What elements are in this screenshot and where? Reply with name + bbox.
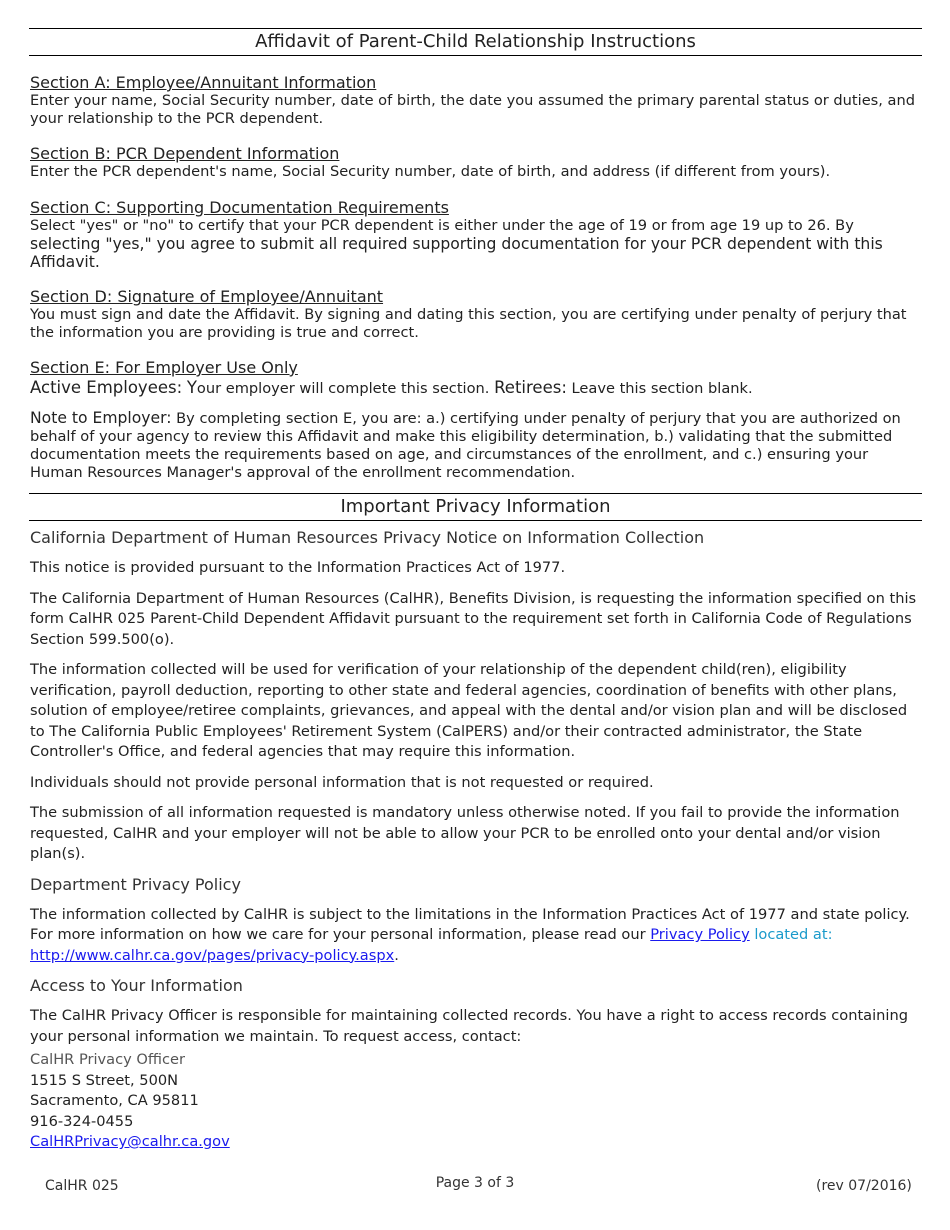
section-e-title: Section E: For Employer Use Only [30,358,298,377]
section-d [30,288,922,342]
privacy-section [30,527,922,1153]
privacy-paragraph-4: Individuals should not provide personal information that is not requested or required. [30,773,654,791]
section-c-title: Section C: Supporting Documentation Requirements [30,198,449,217]
privacy-paragraph-3: The information collected will be used for verification of your relationship of the dependent child(ren), eligibility verification, payroll deduction, reporting to other state and federal agencies, coordination of benefits with other plans, solution of employee/retiree complaints, grievances, and appeal with the dental and/or vision plan and will be disclosed to The California Public Employees' Retirement System (CalPERS) and/or their contracted administrator, the State Controller's Office, and federal agencies that may require this information. [30,661,908,760]
section-b-title: Section B: PCR Dependent Information [30,144,340,163]
active-employees-text: our employer will complete this section. [196,380,490,397]
access-heading: Access to Your Information [30,976,243,995]
form-id: CalHR 025 [45,1178,119,1194]
section-a-title: Section A: Employee/Annuitant Information [30,73,377,92]
section-e [30,359,922,482]
section-a-body: Enter your name, Social Security number, date of birth, the date you assumed the primary parental status or duties, and your relationship to the PCR dependent. [30,92,916,127]
access-paragraph: The CalHR Privacy Officer is responsible for maintaining collected records. You have a right to access records containing your personal information we maintain. To request access, contact: [30,1007,908,1045]
section-d-title: Section D: Signature of Employee/Annuitant [30,287,384,306]
privacy-header: Important Privacy Information [29,493,922,521]
section-c [30,199,922,271]
active-employees-label: Active Employees: [30,378,183,397]
policy-end: . [394,946,399,964]
note-text: By completing section E, you are: a.) certifying under penalty of perjury that you are authorized on behalf of your agency to review this Affidavit and make this eligibility determination, b.) validating that the submitted documentation meets the requirements based on age, and circumstances of the enrollment, and c.) ensuring your Human Resources Manager's approval of the enrollment recommendation. [30,410,901,481]
section-c-body-1: Select "yes" or "no" to certify that your PCR dependent is either under the age of 19 or from age 19 up to 26. By [30,217,854,234]
note-label: Note to Employer: [30,409,172,427]
retirees-text: Leave this section blank. [571,380,753,397]
policy-paragraph [30,905,922,967]
contact-address [30,1050,922,1153]
officer-name: CalHR Privacy Officer [30,1051,186,1068]
city-address: Sacramento, CA 95811 [30,1092,199,1109]
policy-heading: Department Privacy Policy [30,874,241,894]
note-to-employer [30,409,922,482]
instructions-header: Affidavit of Parent-Child Relationship Instructions [29,28,922,56]
street-address: 1515 S Street, 500N [30,1071,179,1089]
revision-date: (rev 07/2016) [816,1178,912,1194]
section-b-body: Enter the PCR dependent's name, Social Security number, date of birth, and address (if different from yours). [30,163,831,180]
document-page [29,28,922,1153]
privacy-policy-link[interactable]: Privacy Policy [650,926,750,943]
page-number: Page 3 of 3 [435,1175,515,1191]
section-b [30,145,922,181]
active-employees-y: Y [186,378,197,397]
retirees-label: Retirees: [494,378,567,397]
privacy-policy-url-link[interactable]: http://www.calhr.ca.gov/pages/privacy-policy.aspx [30,946,395,964]
policy-text: The information collected by CalHR is subject to the limitations in the Information Practices Act of 1977 and state policy. For more information on how we care for your personal information, please read our [30,905,910,943]
privacy-subtitle: California Department of Human Resources Privacy Notice on Information Collection [30,528,705,547]
section-a [30,74,922,128]
section-c-body-2: selecting "yes," you agree to submit all required supporting documentation for your PCR dependent with this Affidavit. [30,235,883,271]
privacy-paragraph-2: The California Department of Human Resources (CalHR), Benefits Division, is requesting the information specified on this form CalHR 025 Parent-Child Dependent Affidavit pursuant to the requirement set forth in California Code of Regulations Section 599.500(o). [30,589,917,648]
privacy-paragraph-1: This notice is provided pursuant to the Information Practices Act of 1977. [30,559,566,576]
privacy-paragraph-5: The submission of all information requested is mandatory unless otherwise noted. If you fail to provide the information requested, CalHR and your employer will not be able to allow your PCR to be enrolled onto your dental and/or vision plan(s). [30,804,900,862]
privacy-email-link[interactable]: CalHRPrivacy@calhr.ca.gov [30,1133,230,1150]
section-e-roles [30,377,922,400]
policy-located-text: located at: [754,926,833,943]
section-d-body: You must sign and date the Affidavit. By signing and dating this section, you are certifying under penalty of perjury that the information you are providing is true and correct. [30,306,907,341]
phone-number: 916-324-0455 [30,1112,134,1130]
